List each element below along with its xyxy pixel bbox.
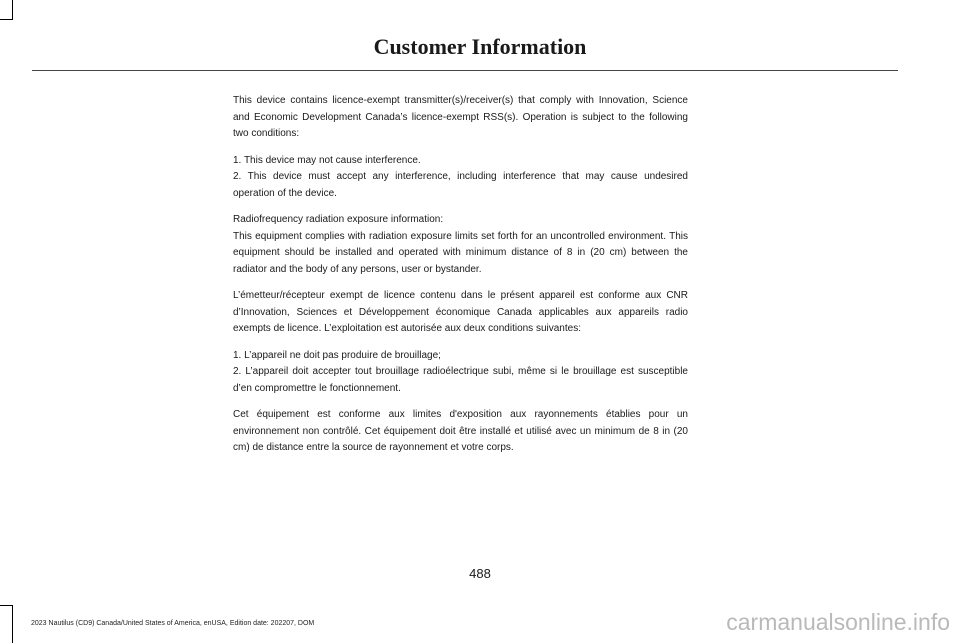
paragraph-conditions-en [233,153,688,203]
paragraph-line: 1. This device may not cause interference. [233,154,421,166]
site-watermark: carmanualsonline.info [726,609,950,635]
paragraph-ised-compliance [233,93,688,143]
paragraph-line: 2. L’appareil doit accepter tout brouillage radioélectrique subi, même si le brouillage est susceptible d’en compromettre le fonctionnement. [233,366,688,394]
page-number: 488 [469,566,491,581]
paragraph-line: Radiofrequency radiation exposure information: [233,214,444,225]
paragraph-rf-exposure-en [233,212,688,278]
crop-mark-bottom-left-horizontal [0,605,13,606]
paragraph-conditions-fr [233,348,688,398]
document-body [233,93,688,467]
paragraph-line: 2. This device must accept any interference, including interference that may cause undesired operation of the device. [233,171,688,199]
crop-mark-bottom-left-vertical [12,605,13,643]
paragraph-line: This equipment complies with radiation exposure limits set forth for an uncontrolled environment. This equipment should be installed and operated with minimum distance of 8 in (20 cm) between the radiator and the body of any persons, user or bystander. [233,230,688,275]
paragraph-line: 1. L’appareil ne doit pas produire de brouillage; [233,349,441,361]
paragraph-ised-compliance-fr [233,288,688,338]
paragraph-line: L’émetteur/récepteur exempt de licence contenu dans le présent appareil est conforme aux CNR d’Innovation, Sciences et Développement économique Canada applicables aux appareils radio exempts de licence. L’exploitation est autorisée aux deux conditions suivantes: [233,290,688,334]
paragraph-line: Cet équipement est conforme aux limites d'exposition aux rayonnements établies pour un environnement non contrôlé. Cet équipement doit être installé et utilisé avec un minimum de 8 in (20 cm) de distance entre la source de rayonnement et votre corps. [233,409,688,453]
crop-mark-top-left-horizontal [0,19,13,20]
title-divider [32,70,898,71]
paragraph-line: This device contains licence-exempt transmitter(s)/receiver(s) that comply with Innovation, Science and Economic Development Canada’s licence-exempt RSS(s). Operation is subject to the following two conditions: [233,95,688,139]
page-title: Customer Information [373,34,587,59]
paragraph-rf-exposure-fr [233,407,688,457]
crop-mark-top-left-vertical [12,0,13,20]
edition-footer: 2023 Nautilus (CD9) Canada/United States of America, enUSA, Edition date: 202207, DOM [31,620,315,627]
